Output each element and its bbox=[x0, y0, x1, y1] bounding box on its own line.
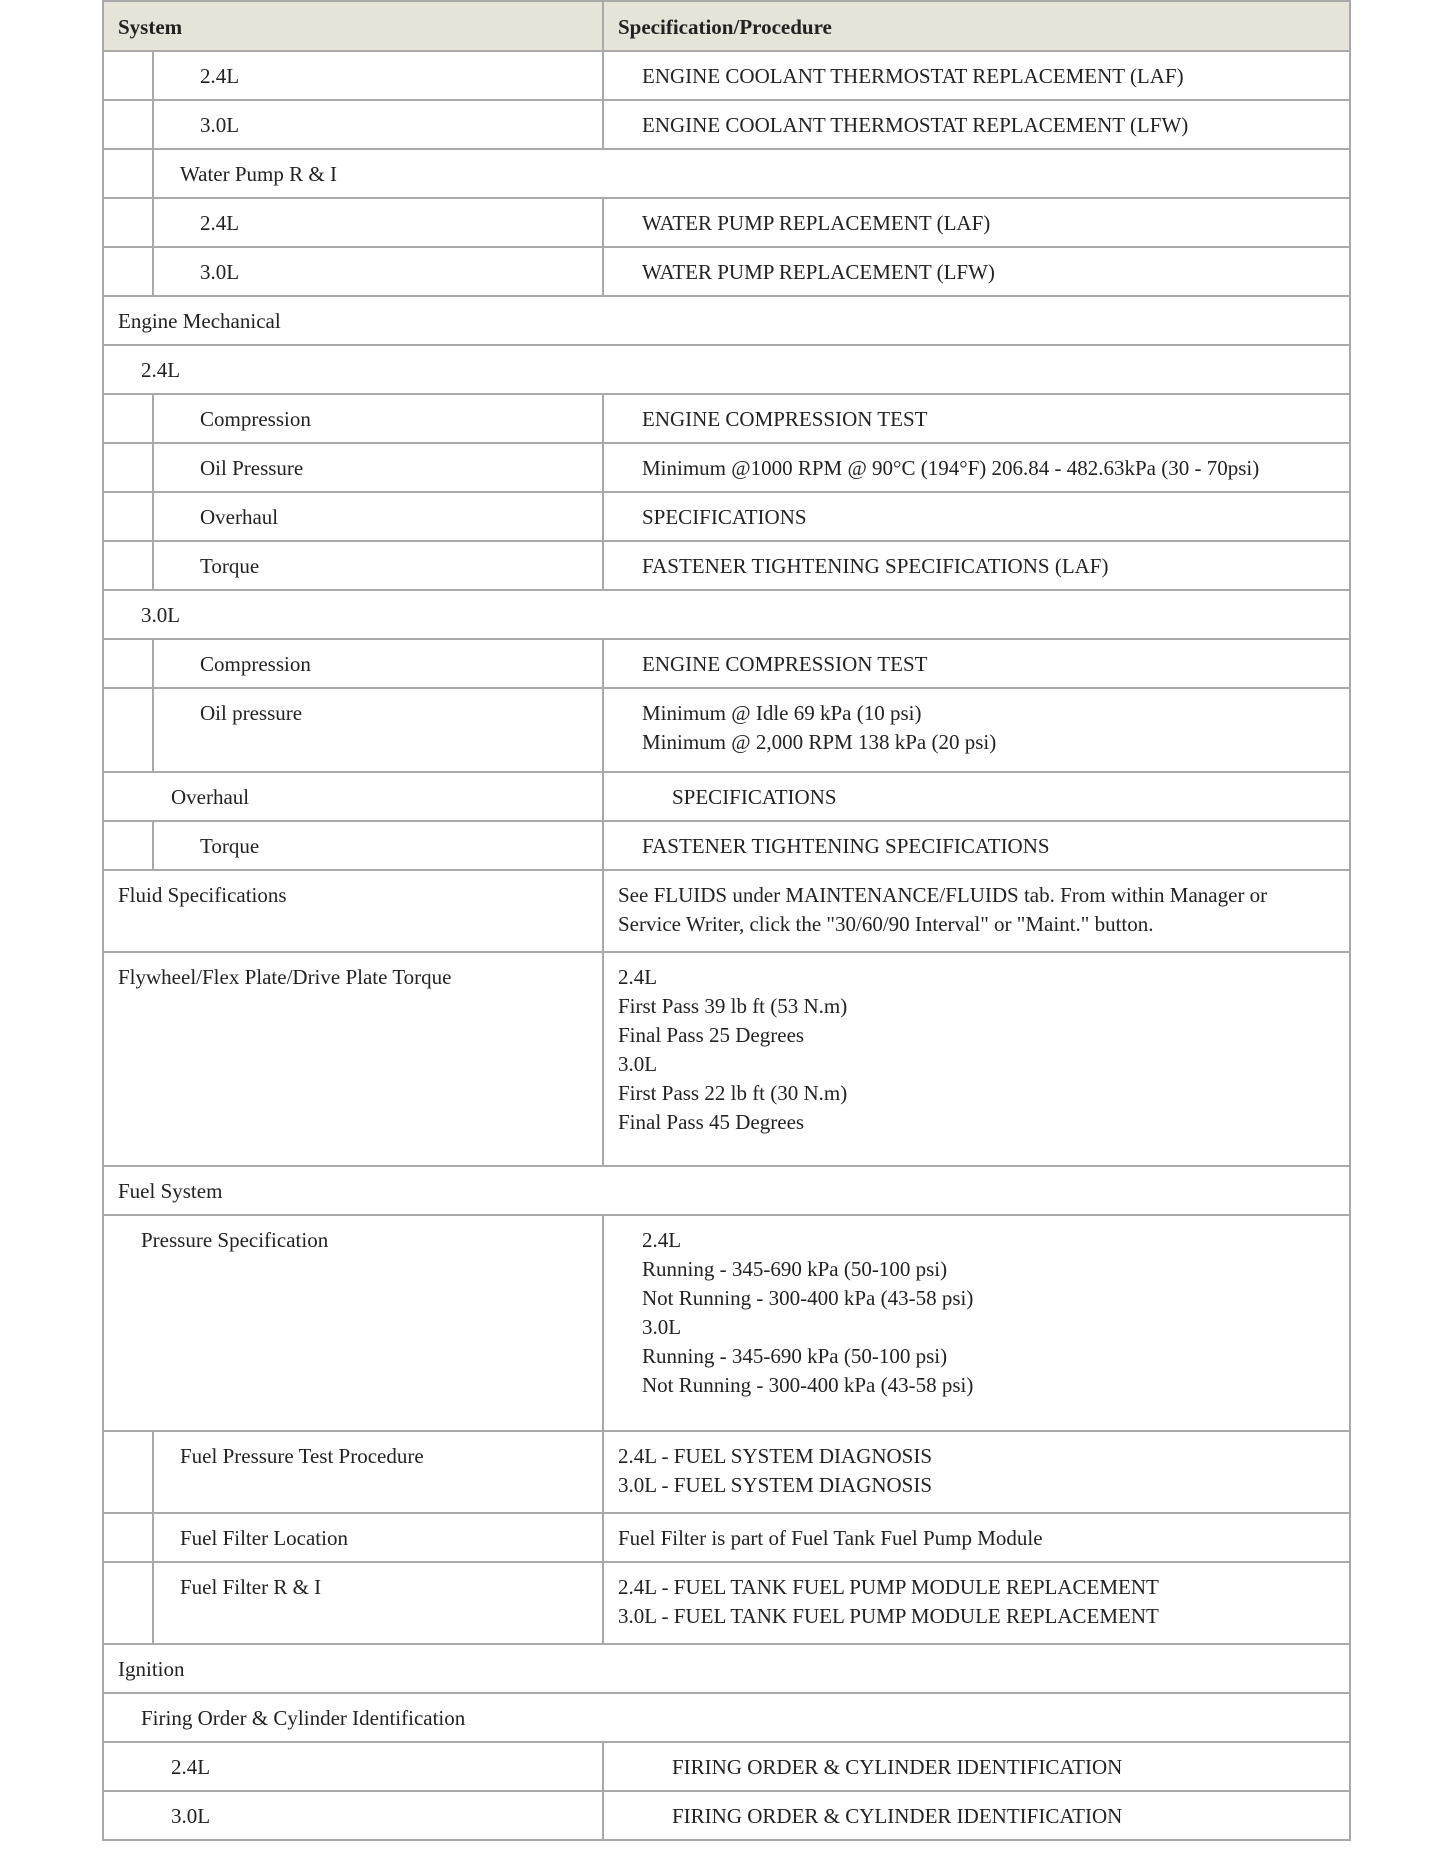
system-label: Fuel Pressure Test Procedure bbox=[180, 1444, 424, 1468]
spec-line: See FLUIDS under MAINTENANCE/FLUIDS tab. From within Manager or bbox=[618, 883, 1268, 907]
spec-line: ENGINE COMPRESSION TEST bbox=[642, 652, 928, 676]
spec-cell bbox=[604, 1216, 1349, 1430]
system-label: 2.4L bbox=[171, 1755, 211, 1779]
spec-line: 3.0L - FUEL SYSTEM DIAGNOSIS bbox=[618, 1473, 933, 1497]
header-spec-cell bbox=[604, 2, 1349, 50]
spec-cell bbox=[604, 52, 1349, 99]
system-label: Compression bbox=[200, 652, 311, 676]
table-row bbox=[102, 953, 1351, 1167]
table-row bbox=[102, 346, 1351, 395]
spec-line: WATER PUMP REPLACEMENT (LFW) bbox=[642, 260, 995, 284]
table-row bbox=[102, 542, 1351, 591]
system-cell bbox=[104, 591, 1349, 638]
system-label: Fluid Specifications bbox=[118, 883, 287, 907]
table-row bbox=[102, 297, 1351, 346]
indent-gutter bbox=[104, 1432, 154, 1512]
spec-line: Fuel Filter is part of Fuel Tank Fuel Pump Module bbox=[618, 1526, 1043, 1550]
table-row bbox=[102, 1694, 1351, 1743]
spec-cell bbox=[604, 1514, 1349, 1561]
header-spec: Specification/Procedure bbox=[618, 15, 832, 39]
system-cell bbox=[104, 1563, 604, 1643]
system-label: Fuel Filter R & I bbox=[180, 1575, 322, 1599]
system-label: Fuel Filter Location bbox=[180, 1526, 348, 1550]
system-cell bbox=[104, 1432, 604, 1512]
spec-cell bbox=[604, 773, 1349, 820]
spec-line: SPECIFICATIONS bbox=[672, 785, 837, 809]
spec-line: FIRING ORDER & CYLINDER IDENTIFICATION bbox=[672, 1755, 1123, 1779]
system-cell bbox=[104, 150, 1349, 197]
spec-cell bbox=[604, 542, 1349, 589]
system-label: Overhaul bbox=[200, 505, 279, 529]
spec-line: 2.4L bbox=[642, 1228, 682, 1252]
table-row bbox=[102, 248, 1351, 297]
system-cell bbox=[104, 1743, 604, 1790]
spec-cell bbox=[604, 822, 1349, 869]
spec-line: SPECIFICATIONS bbox=[642, 505, 807, 529]
table-row bbox=[102, 1167, 1351, 1216]
indent-gutter bbox=[104, 248, 154, 295]
system-label: 2.4L bbox=[200, 211, 240, 235]
table-row bbox=[102, 1743, 1351, 1792]
spec-line: 3.0L - FUEL TANK FUEL PUMP MODULE REPLACEMENT bbox=[618, 1604, 1159, 1628]
system-cell bbox=[104, 493, 604, 540]
system-cell bbox=[104, 101, 604, 148]
spec-line: Final Pass 25 Degrees bbox=[618, 1023, 805, 1047]
spec-line: ENGINE COOLANT THERMOSTAT REPLACEMENT (LAF) bbox=[642, 64, 1184, 88]
spec-line: Final Pass 45 Degrees bbox=[618, 1110, 805, 1134]
indent-gutter bbox=[104, 101, 154, 148]
system-label: Oil Pressure bbox=[200, 456, 304, 480]
system-label: Torque bbox=[200, 554, 260, 578]
system-cell bbox=[104, 199, 604, 246]
spec-line: ENGINE COMPRESSION TEST bbox=[642, 407, 928, 431]
system-cell bbox=[104, 444, 604, 491]
spec-line: 2.4L - FUEL SYSTEM DIAGNOSIS bbox=[618, 1444, 933, 1468]
table-row bbox=[102, 1792, 1351, 1841]
system-label: 3.0L bbox=[200, 260, 240, 284]
spec-cell bbox=[604, 1432, 1349, 1512]
system-label: Firing Order & Cylinder Identification bbox=[141, 1706, 466, 1730]
system-cell bbox=[104, 1645, 1349, 1692]
spec-line: Running - 345-690 kPa (50-100 psi) bbox=[642, 1344, 948, 1368]
table-row bbox=[102, 444, 1351, 493]
spec-cell bbox=[604, 640, 1349, 687]
spec-line: Minimum @ Idle 69 kPa (10 psi) bbox=[642, 701, 922, 725]
indent-gutter bbox=[104, 689, 154, 771]
indent-gutter bbox=[104, 395, 154, 442]
indent-gutter bbox=[104, 52, 154, 99]
spec-cell bbox=[604, 248, 1349, 295]
indent-gutter bbox=[104, 444, 154, 491]
spec-line: Minimum @1000 RPM @ 90°C (194°F) 206.84 - 482.63kPa (30 - 70psi) bbox=[642, 456, 1260, 480]
system-cell bbox=[104, 248, 604, 295]
spec-line: FASTENER TIGHTENING SPECIFICATIONS (LAF) bbox=[642, 554, 1109, 578]
table-row bbox=[102, 150, 1351, 199]
table-row bbox=[102, 199, 1351, 248]
indent-gutter bbox=[104, 640, 154, 687]
system-cell bbox=[104, 1694, 1349, 1741]
spec-line: Not Running - 300-400 kPa (43-58 psi) bbox=[642, 1373, 974, 1397]
indent-gutter bbox=[104, 1563, 154, 1643]
spec-cell bbox=[604, 101, 1349, 148]
spec-line: Not Running - 300-400 kPa (43-58 psi) bbox=[642, 1286, 974, 1310]
spec-line: 2.4L - FUEL TANK FUEL PUMP MODULE REPLACEMENT bbox=[618, 1575, 1159, 1599]
system-label: Ignition bbox=[118, 1657, 185, 1681]
system-cell bbox=[104, 297, 1349, 344]
system-cell bbox=[104, 953, 604, 1165]
system-cell bbox=[104, 1514, 604, 1561]
indent-gutter bbox=[104, 150, 154, 197]
table-row bbox=[102, 101, 1351, 150]
spec-cell bbox=[604, 444, 1349, 491]
indent-gutter bbox=[104, 493, 154, 540]
table-row bbox=[102, 1514, 1351, 1563]
system-cell bbox=[104, 689, 604, 771]
table-row bbox=[102, 1432, 1351, 1514]
table-row bbox=[102, 640, 1351, 689]
table-row bbox=[102, 1645, 1351, 1694]
spec-line: Service Writer, click the "30/60/90 Interval" or "Maint." button. bbox=[618, 912, 1154, 936]
header-system-cell bbox=[104, 2, 604, 50]
system-label: Torque bbox=[200, 834, 260, 858]
system-cell bbox=[104, 52, 604, 99]
system-label: 3.0L bbox=[200, 113, 240, 137]
spec-line: FIRING ORDER & CYLINDER IDENTIFICATION bbox=[672, 1804, 1123, 1828]
system-cell bbox=[104, 773, 604, 820]
system-label: Pressure Specification bbox=[141, 1228, 329, 1252]
system-cell bbox=[104, 1167, 1349, 1214]
system-label: 2.4L bbox=[141, 358, 181, 382]
spec-line: Running - 345-690 kPa (50-100 psi) bbox=[642, 1257, 948, 1281]
spec-line: FASTENER TIGHTENING SPECIFICATIONS bbox=[642, 834, 1050, 858]
spec-line: ENGINE COOLANT THERMOSTAT REPLACEMENT (LFW) bbox=[642, 113, 1189, 137]
system-cell bbox=[104, 822, 604, 869]
table-row bbox=[102, 52, 1351, 101]
spec-cell bbox=[604, 689, 1349, 771]
system-label: 3.0L bbox=[171, 1804, 211, 1828]
spec-cell bbox=[604, 199, 1349, 246]
table-row bbox=[102, 871, 1351, 953]
spec-line: First Pass 22 lb ft (30 N.m) bbox=[618, 1081, 848, 1105]
spec-line: First Pass 39 lb ft (53 N.m) bbox=[618, 994, 848, 1018]
system-label: 2.4L bbox=[200, 64, 240, 88]
indent-gutter bbox=[104, 822, 154, 869]
system-label: Oil pressure bbox=[200, 701, 303, 725]
table-row bbox=[102, 493, 1351, 542]
spec-cell bbox=[604, 871, 1349, 951]
indent-gutter bbox=[104, 1514, 154, 1561]
system-cell bbox=[104, 640, 604, 687]
system-cell bbox=[104, 871, 604, 951]
system-label: Fuel System bbox=[118, 1179, 223, 1203]
spec-cell bbox=[604, 493, 1349, 540]
spec-line: 2.4L bbox=[618, 965, 658, 989]
spec-cell bbox=[604, 953, 1349, 1165]
spec-table bbox=[102, 0, 1351, 1841]
spec-line: 3.0L bbox=[642, 1315, 682, 1339]
spec-line: 3.0L bbox=[618, 1052, 658, 1076]
system-cell bbox=[104, 1792, 604, 1839]
indent-gutter bbox=[104, 542, 154, 589]
system-label: Engine Mechanical bbox=[118, 309, 281, 333]
table-row bbox=[102, 1216, 1351, 1432]
table-row bbox=[102, 395, 1351, 444]
system-label: Flywheel/Flex Plate/Drive Plate Torque bbox=[118, 965, 452, 989]
system-cell bbox=[104, 1216, 604, 1430]
table-row bbox=[102, 773, 1351, 822]
system-cell bbox=[104, 542, 604, 589]
table-header-row bbox=[102, 2, 1351, 52]
spec-cell bbox=[604, 1792, 1349, 1839]
indent-gutter bbox=[104, 199, 154, 246]
table-row bbox=[102, 822, 1351, 871]
table-row bbox=[102, 689, 1351, 773]
spec-cell bbox=[604, 395, 1349, 442]
system-label: 3.0L bbox=[141, 603, 181, 627]
system-label: Overhaul bbox=[171, 785, 250, 809]
system-label: Compression bbox=[200, 407, 311, 431]
system-cell bbox=[104, 346, 1349, 393]
system-cell bbox=[104, 395, 604, 442]
header-system: System bbox=[118, 15, 183, 39]
table-row bbox=[102, 591, 1351, 640]
spec-line: Minimum @ 2,000 RPM 138 kPa (20 psi) bbox=[642, 730, 997, 754]
table-row bbox=[102, 1563, 1351, 1645]
spec-cell bbox=[604, 1563, 1349, 1643]
spec-cell bbox=[604, 1743, 1349, 1790]
spec-line: WATER PUMP REPLACEMENT (LAF) bbox=[642, 211, 991, 235]
system-label: Water Pump R & I bbox=[180, 162, 337, 186]
